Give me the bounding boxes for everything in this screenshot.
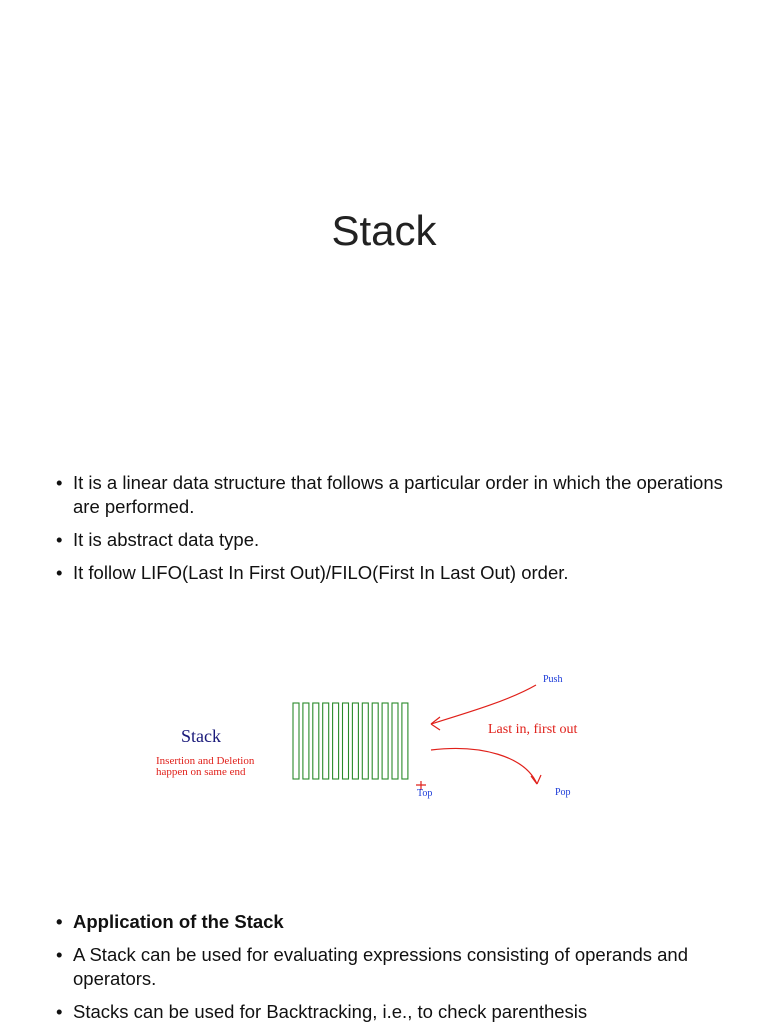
- push-arrowhead-icon: [431, 717, 440, 730]
- bullet-dot-icon: •: [56, 944, 63, 965]
- intro-bullet-list: [56, 471, 726, 594]
- pop-arrow: [431, 748, 537, 784]
- stack-slots: [293, 703, 408, 779]
- bullet-dot-icon: •: [56, 472, 63, 493]
- application-heading-text: Application of the Stack: [73, 911, 284, 932]
- bullet-text: It follow LIFO(Last In First Out)/FILO(First In Last Out) order.: [73, 562, 569, 583]
- stack-slot: [343, 703, 349, 779]
- bullet-dot-icon: •: [56, 911, 63, 932]
- bullet-text: A Stack can be used for evaluating expressions consisting of operands and operators.: [73, 944, 688, 989]
- bullet-item: [56, 471, 726, 519]
- stack-slot: [352, 703, 358, 779]
- bullet-text: It is abstract data type.: [73, 529, 260, 550]
- bullet-dot-icon: •: [56, 529, 63, 550]
- bullet-dot-icon: •: [56, 562, 63, 583]
- stack-slot: [392, 703, 398, 779]
- bullet-text: It is a linear data structure that follows a particular order in which the operations are performed.: [73, 472, 723, 517]
- bullet-text: Stacks can be used for Backtracking, i.e., to check parenthesis: [73, 1001, 588, 1022]
- stack-slot: [402, 703, 408, 779]
- diagram-push-label: Push: [543, 674, 563, 685]
- stack-slot: [382, 703, 388, 779]
- bullet-dot-icon: •: [56, 1001, 63, 1022]
- diagram-note-line2: happen on same end: [156, 766, 246, 778]
- push-arrow: [431, 685, 536, 724]
- diagram-stack-label: Stack: [181, 726, 221, 746]
- stack-slot: [313, 703, 319, 779]
- application-bullet-list: [56, 910, 726, 1033]
- stack-diagram: [150, 664, 630, 814]
- stack-slot: [372, 703, 378, 779]
- diagram-note: [156, 756, 254, 778]
- bullet-item: [56, 943, 726, 991]
- stack-slot: [333, 703, 339, 779]
- stack-slot: [362, 703, 368, 779]
- application-heading: [56, 910, 726, 934]
- diagram-lifo-label: Last in, first out: [488, 722, 578, 737]
- stack-slot: [303, 703, 309, 779]
- bullet-item: [56, 528, 726, 552]
- stack-slot: [293, 703, 299, 779]
- bullet-item: [56, 1000, 726, 1024]
- diagram-pop-label: Pop: [555, 787, 571, 798]
- diagram-top-label: Top: [417, 788, 433, 799]
- bullet-item: [56, 561, 726, 585]
- stack-slot: [323, 703, 329, 779]
- diagram-note-line1: Insertion and Deletion: [156, 755, 255, 767]
- slide-title: Stack: [331, 207, 437, 254]
